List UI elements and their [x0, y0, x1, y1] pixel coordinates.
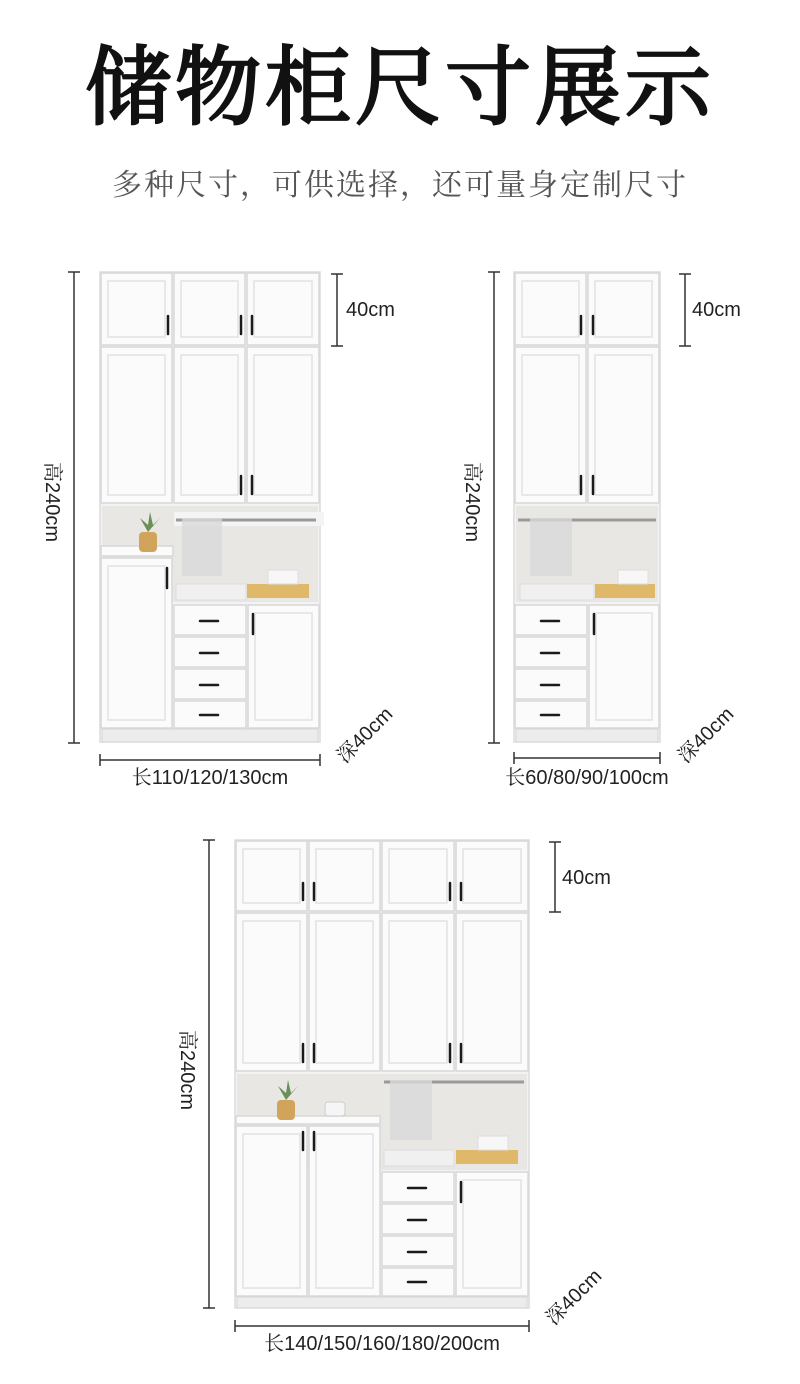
- page-subtitle: 多种尺寸，可供选择，还可量身定制尺寸: [112, 168, 688, 203]
- height-label: 高240cm: [41, 462, 63, 543]
- depth-label: 深40cm: [541, 1265, 607, 1330]
- depth-label: 深40cm: [673, 703, 739, 768]
- cabinet-diagram-large: [0, 250, 430, 810]
- top-height-label: 40cm: [346, 299, 395, 321]
- width-label: 长140/150/160/180/200cm: [264, 1333, 500, 1355]
- top-height-label: 40cm: [562, 867, 611, 889]
- width-label: 长60/80/90/100cm: [505, 767, 669, 789]
- height-label: 高240cm: [461, 462, 483, 543]
- height-label: 高240cm: [176, 1030, 198, 1111]
- top-height-label: 40cm: [692, 299, 741, 321]
- cabinet-diagram-small: [430, 250, 800, 810]
- depth-label: 深40cm: [332, 703, 398, 768]
- cabinet-diagram-wide: [140, 820, 660, 1380]
- page-title: 储物柜尺寸展示: [85, 38, 715, 138]
- width-label: 长110/120/130cm: [131, 767, 289, 789]
